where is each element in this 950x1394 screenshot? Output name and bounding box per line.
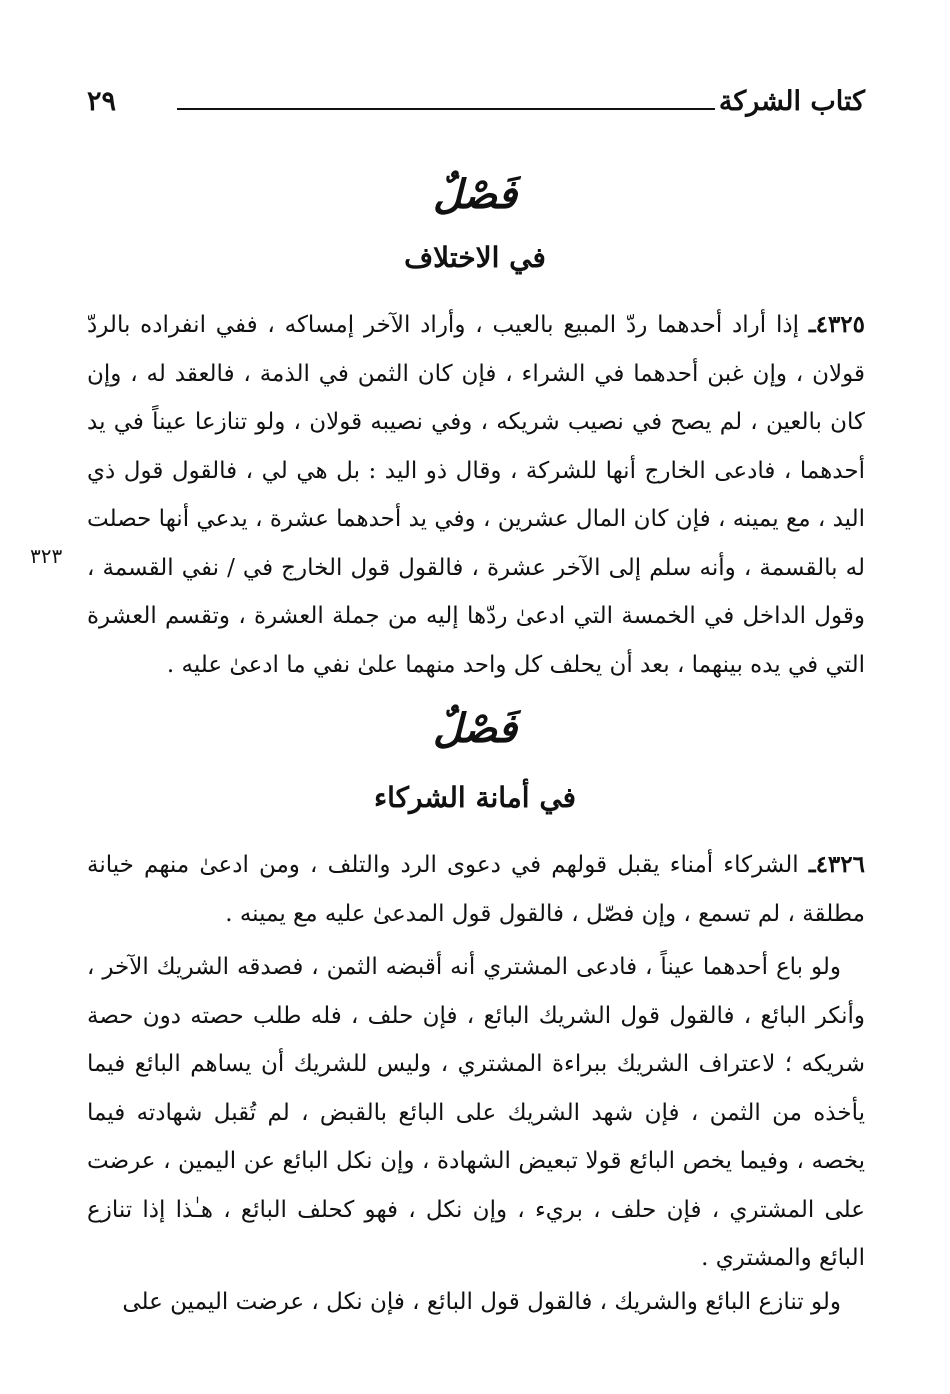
paragraph <box>87 301 865 689</box>
paragraph <box>87 943 865 1283</box>
page-number: ٢٩ <box>87 86 117 117</box>
book-title: كتاب الشركة <box>718 86 865 117</box>
paragraph-number: ٤٣٢٦ـ <box>808 851 865 878</box>
paragraph-number: ٤٣٢٥ـ <box>808 311 866 338</box>
ornament-text: فَصْلٌ <box>432 171 518 218</box>
running-header <box>87 82 865 126</box>
ornament-text: فَصْلٌ <box>432 705 518 752</box>
header-rule <box>177 108 715 110</box>
margin-page-reference: ٣٢٣ <box>30 544 63 568</box>
paragraph-text: إذا أراد أحدهما ردّ المبيع بالعيب ، وأراد الآخر إمساكه ، ففي انفراده بالردّ قولان ، وإن غبن أحدهما في الشراء ، فإن كان الثمن في الذمة ، فالعقد له ، وإن كان بالعين ، لم يصح في نصيب شريكه ، وفي نصيبه قولان ، ولو تنازعا عيناً في يد أحدهما ، فادعى الخارج أنها للشركة ، وقال ذو اليد : بل هي لي ، فالقول قول ذي اليد ، مع يمينه ، فإن كان المال عشرين ، وفي يد أحدهما عشرة ، يدعي أنها حصلت له بالقسمة ، وأنه سلم إلى الآخر عشرة ، فالقول قول الخارج في / نفي القسمة ، وقول الداخل في الخمسة التي ادعىٰ ردّها إليه من جملة العشرة ، وتقسم العشرة التي في يده بينهما ، بعد أن يحلف كل واحد منهما علىٰ نفي ما ادعىٰ عليه . <box>87 312 865 678</box>
paragraph <box>87 1278 865 1327</box>
paragraph-text: الشركاء أمناء يقبل قولهم في دعوى الرد والتلف ، ومن ادعىٰ منهم خيانة مطلقة ، لم تسمع ، وإن فصّل ، فالقول قول المدعىٰ عليه مع يمينه . <box>87 852 865 927</box>
paragraph-text: ولو باع أحدهما عيناً ، فادعى المشتري أنه أقبضه الثمن ، فصدقه الشريك الآخر ، وأنكر البائع ، فالقول قول الشريك البائع ، فإن حلف ، فله طلب حصته دون حصة شريكه ؛ لاعتراف الشريك ببراءة المشتري ، وليس للشريك أن يساهم البائع فيما يأخذه من الثمن ، فإن شهد الشريك على البائع بالقبض ، لم تُقبل شهادته فيما يخصه ، وفيما يخص البائع قولا تبعيض الشهادة ، وإن نكل البائع عن اليمين ، عرضت على المشتري ، فإن حلف ، بريء ، وإن نكل ، فهو كحلف البائع ، هـٰذا إذا تنازع البائع والمشتري . <box>87 954 866 1271</box>
section-ornament-fasl <box>0 702 950 758</box>
section-ornament-fasl <box>0 168 950 224</box>
section-title: في أمانة الشركاء <box>373 781 577 814</box>
paragraph <box>87 841 865 938</box>
section-title: في الاختلاف <box>404 241 546 274</box>
paragraph-text: ولو تنازع البائع والشريك ، فالقول قول البائع ، فإن نكل ، عرضت اليمين على <box>122 1289 841 1315</box>
